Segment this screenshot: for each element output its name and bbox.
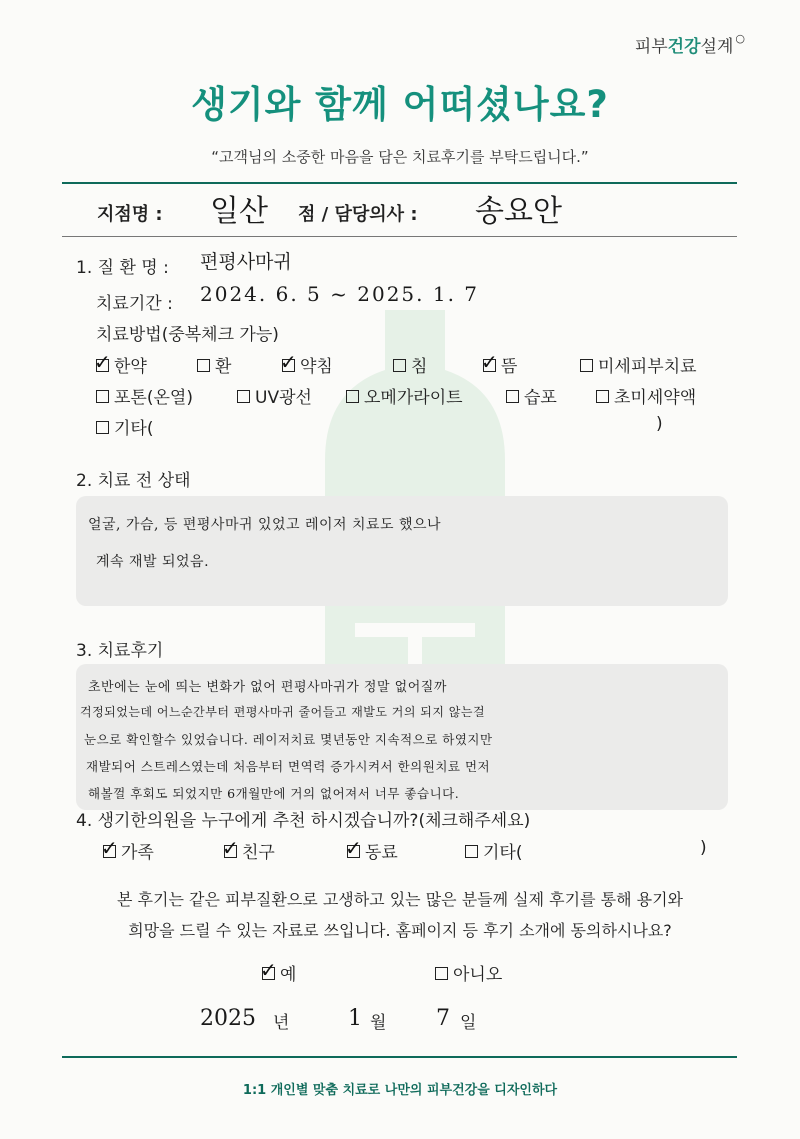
method-option[interactable]	[197, 352, 231, 377]
recommend-label: 친구	[242, 843, 275, 863]
recommend-other-close: )	[700, 838, 707, 858]
brand-accent: 건강	[667, 37, 701, 57]
section3-line-5: 해볼껄 후회도 되었지만 6개월만에 거의 없어져서 너무 좋습니다.	[88, 786, 460, 801]
consent-no-option[interactable]	[435, 960, 502, 985]
method-label: 오메가라이트	[364, 388, 463, 408]
method-checkbox[interactable]	[96, 390, 109, 403]
method-label: 기타(	[114, 419, 154, 439]
method-checkbox[interactable]	[506, 390, 519, 403]
consent-line-2: 희망을 드릴 수 있는 자료로 쓰입니다. 홈페이지 등 후기 소개에 동의하시나요?	[128, 921, 672, 940]
recommend-checkbox[interactable]	[465, 845, 478, 858]
top-divider	[62, 182, 737, 184]
disease-value[interactable]: 편평사마귀	[200, 251, 292, 273]
method-option[interactable]	[96, 383, 193, 408]
consent-no-label: 아니오	[453, 965, 503, 985]
recommend-checkbox[interactable]	[345, 836, 362, 860]
section3-panel	[76, 664, 728, 810]
consent-yes-checkbox[interactable]	[260, 958, 277, 982]
method-label: 치료방법(중복체크 가능)	[96, 325, 279, 345]
method-label: 환	[215, 357, 232, 377]
method-checkbox[interactable]	[346, 390, 359, 403]
method-label: 뜸	[501, 357, 518, 377]
section3-line-3: 눈으로 확인할수 있었습니다. 레이저치료 몇년동안 지속적으로 하였지만	[84, 732, 493, 747]
check-mark-icon: ✓	[222, 836, 239, 860]
brand-prefix: 피부	[634, 37, 668, 57]
check-mark-icon: ✓	[260, 958, 277, 982]
method-label: 포톤(온열)	[114, 388, 193, 408]
recommend-option[interactable]	[465, 838, 522, 863]
day-label: 일	[460, 1013, 477, 1033]
method-option[interactable]	[596, 383, 696, 408]
recommend-checkbox[interactable]	[101, 836, 118, 860]
recommend-label: 동료	[365, 843, 398, 863]
method-label: 약침	[300, 357, 333, 377]
section3-label: 3. 치료후기	[76, 641, 164, 661]
consent-yes-label: 예	[280, 965, 297, 985]
branch-divider	[62, 236, 737, 237]
year-value[interactable]: 2025	[200, 1006, 256, 1031]
check-mark-icon: ✓	[94, 350, 111, 374]
method-checkbox[interactable]	[237, 390, 250, 403]
check-mark-icon: ✓	[481, 350, 498, 374]
recommend-option[interactable]	[103, 838, 154, 863]
branch-value[interactable]: 일산	[210, 194, 268, 229]
check-mark-icon: ✓	[280, 350, 297, 374]
method-option[interactable]	[580, 352, 697, 377]
section3-line-2: 걱정되었는데 어느순간부터 편평사마귀 줄어들고 재발도 거의 되지 않는걸	[80, 705, 486, 719]
method-checkbox[interactable]	[393, 359, 406, 372]
section2-panel	[76, 496, 728, 606]
section3-line-1: 초반에는 눈에 띄는 변화가 없어 편평사마귀가 정말 없어질까	[88, 680, 447, 695]
period-value[interactable]: 2024. 6. 5 ~ 2025. 1. 7	[200, 282, 480, 306]
consent-yes-option[interactable]	[262, 960, 296, 985]
recommend-label: 가족	[121, 843, 154, 863]
method-checkbox[interactable]	[197, 359, 210, 372]
method-label: 한약	[114, 357, 147, 377]
recommend-option[interactable]	[224, 838, 275, 863]
method-option[interactable]	[237, 383, 312, 408]
method-other-close: )	[656, 414, 663, 434]
method-checkbox[interactable]	[481, 350, 498, 374]
method-option[interactable]	[483, 352, 517, 377]
section2-line-2: 계속 재발 되었음.	[96, 554, 210, 570]
recommend-option[interactable]	[347, 838, 398, 863]
check-mark-icon: ✓	[345, 836, 362, 860]
disease-label: 1. 질 환 명 :	[76, 258, 169, 278]
section3-line-4: 재발되어 스트레스였는데 처음부터 면역력 증가시켜서 한의원치료 먼저	[86, 759, 491, 774]
period-label: 치료기간 :	[96, 294, 173, 314]
brand-dot-icon: ○	[735, 32, 745, 45]
method-option[interactable]	[346, 383, 463, 408]
brand-suffix: 설계	[700, 37, 734, 57]
month-label: 월	[370, 1013, 387, 1033]
section4-label: 4. 생기한의원을 누구에게 추천 하시겠습니까?(체크해주세요)	[76, 811, 531, 831]
method-checkbox[interactable]	[96, 421, 109, 434]
branch-label: 지점명 :	[97, 204, 163, 225]
page-subtitle: “고객님의 소중한 마음을 담은 치료후기를 부탁드립니다.”	[211, 148, 589, 166]
consent-line-1: 본 후기는 같은 피부질환으로 고생하고 있는 많은 분들께 실제 후기를 통해 용기와	[117, 890, 683, 909]
method-checkbox[interactable]	[596, 390, 609, 403]
year-label: 년	[273, 1013, 290, 1033]
method-checkbox[interactable]	[280, 350, 297, 374]
method-label: 습포	[524, 388, 557, 408]
method-option[interactable]	[96, 414, 153, 439]
method-label: 미세피부치료	[598, 357, 697, 377]
recommend-checkbox[interactable]	[222, 836, 239, 860]
consent-no-checkbox[interactable]	[435, 967, 448, 980]
recommend-label: 기타(	[483, 843, 523, 863]
footer-slogan: 1:1 개인별 맞춤 치료로 나만의 피부건강을 디자인하다	[242, 1083, 558, 1098]
doctor-label: 점 / 담당의사 :	[298, 204, 418, 225]
method-checkbox[interactable]	[580, 359, 593, 372]
method-option[interactable]	[506, 383, 557, 408]
section2-label: 2. 치료 전 상태	[76, 471, 191, 491]
bottom-divider	[62, 1056, 737, 1058]
section2-line-1: 얼굴, 가슴, 등 편평사마귀 있었고 레이저 치료도 했으나	[88, 517, 442, 533]
method-checkbox[interactable]	[94, 350, 111, 374]
month-value[interactable]: 1	[348, 1006, 362, 1031]
method-option[interactable]	[282, 352, 333, 377]
method-label: 초미세약액	[614, 388, 697, 408]
method-label: UV광선	[255, 388, 312, 408]
check-mark-icon: ✓	[101, 836, 118, 860]
method-option[interactable]	[393, 352, 427, 377]
doctor-value[interactable]: 송요안	[475, 194, 562, 229]
method-option[interactable]	[96, 352, 147, 377]
page-title: 생기와 함께 어떠셨나요?	[191, 83, 609, 126]
method-label: 침	[411, 357, 428, 377]
day-value[interactable]: 7	[436, 1006, 450, 1031]
brand-logo	[635, 32, 745, 57]
